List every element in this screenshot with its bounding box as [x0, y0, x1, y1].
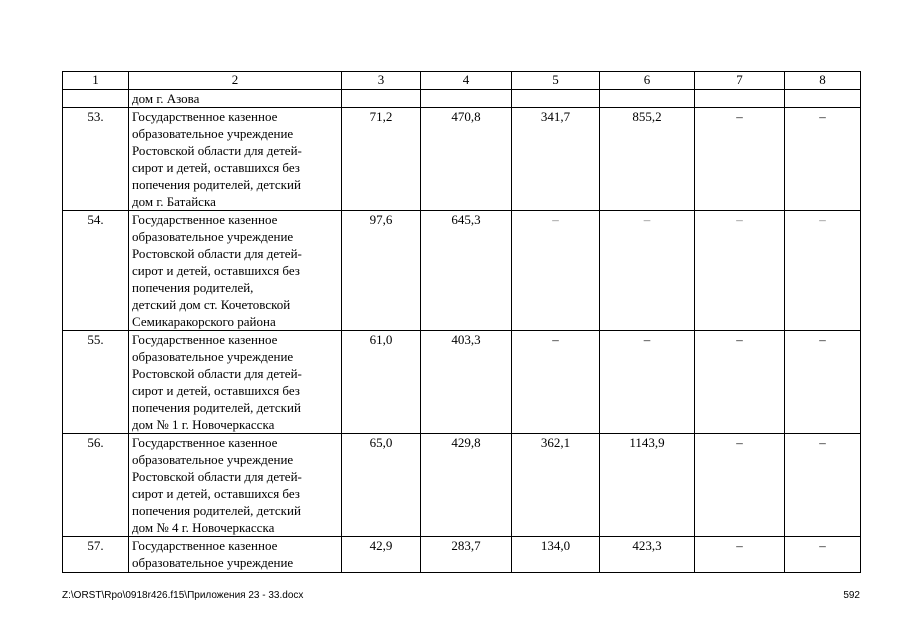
- value-cell: 65,0: [342, 434, 421, 537]
- value-cell: –: [785, 108, 861, 211]
- table-row: [63, 331, 861, 434]
- data-table: [62, 71, 861, 573]
- row-number-cell: 55.: [63, 331, 129, 434]
- row-number-cell: [63, 90, 129, 108]
- value-cell: –: [785, 537, 861, 573]
- value-cell: 134,0: [512, 537, 600, 573]
- value-cell: 855,2: [600, 108, 695, 211]
- value-cell: [421, 90, 512, 108]
- value-cell: 470,8: [421, 108, 512, 211]
- column-header: 1: [63, 72, 129, 90]
- column-header: 5: [512, 72, 600, 90]
- institution-name-cell: Государственное казенное образовательное учреждение Ростовской области для детей- сирот и детей, оставшихся без попечения родителей, детский дом ст. Кочетовской Семикаракорского района: [129, 211, 342, 331]
- data-table-container: [62, 71, 860, 573]
- value-cell: –: [785, 331, 861, 434]
- value-cell: 645,3: [421, 211, 512, 331]
- value-cell: 71,2: [342, 108, 421, 211]
- document-path: Z:\ORST\Rpo\0918r426.f15\Приложения 23 - 33.docx: [62, 590, 304, 601]
- value-cell: 429,8: [421, 434, 512, 537]
- value-cell: 42,9: [342, 537, 421, 573]
- column-header: 8: [785, 72, 861, 90]
- institution-name-cell: дом г. Азова: [129, 90, 342, 108]
- value-cell: [600, 90, 695, 108]
- value-cell: 341,7: [512, 108, 600, 211]
- value-cell: 403,3: [421, 331, 512, 434]
- value-cell: –: [785, 434, 861, 537]
- table-row: [63, 537, 861, 573]
- institution-name-cell: Государственное казенное образовательное учреждение: [129, 537, 342, 573]
- value-cell: –: [695, 211, 785, 331]
- column-header: 2: [129, 72, 342, 90]
- value-cell: –: [695, 331, 785, 434]
- column-header: 6: [600, 72, 695, 90]
- value-cell: –: [785, 211, 861, 331]
- value-cell: –: [695, 108, 785, 211]
- page-number: 592: [843, 590, 860, 601]
- value-cell: 283,7: [421, 537, 512, 573]
- column-header: 4: [421, 72, 512, 90]
- column-header: 7: [695, 72, 785, 90]
- table-row: [63, 211, 861, 331]
- value-cell: –: [695, 537, 785, 573]
- value-cell: 61,0: [342, 331, 421, 434]
- table-row: [63, 434, 861, 537]
- row-number-cell: 54.: [63, 211, 129, 331]
- table-header-row: [63, 72, 861, 90]
- institution-name-cell: Государственное казенное образовательное учреждение Ростовской области для детей- сирот и детей, оставшихся без попечения родителей, детский дом № 1 г. Новочеркасска: [129, 331, 342, 434]
- value-cell: –: [600, 331, 695, 434]
- value-cell: 362,1: [512, 434, 600, 537]
- value-cell: –: [512, 211, 600, 331]
- value-cell: –: [600, 211, 695, 331]
- institution-name-cell: Государственное казенное образовательное учреждение Ростовской области для детей- сирот и детей, оставшихся без попечения родителей, детский дом г. Батайска: [129, 108, 342, 211]
- institution-name-cell: Государственное казенное образовательное учреждение Ростовской области для детей- сирот и детей, оставшихся без попечения родителей, детский дом № 4 г. Новочеркасска: [129, 434, 342, 537]
- table-row: [63, 108, 861, 211]
- value-cell: 423,3: [600, 537, 695, 573]
- value-cell: 1143,9: [600, 434, 695, 537]
- column-header: 3: [342, 72, 421, 90]
- value-cell: –: [695, 434, 785, 537]
- value-cell: [342, 90, 421, 108]
- table-row-continued: [63, 90, 861, 108]
- value-cell: –: [512, 331, 600, 434]
- value-cell: [695, 90, 785, 108]
- row-number-cell: 57.: [63, 537, 129, 573]
- row-number-cell: 56.: [63, 434, 129, 537]
- value-cell: 97,6: [342, 211, 421, 331]
- value-cell: [785, 90, 861, 108]
- value-cell: [512, 90, 600, 108]
- row-number-cell: 53.: [63, 108, 129, 211]
